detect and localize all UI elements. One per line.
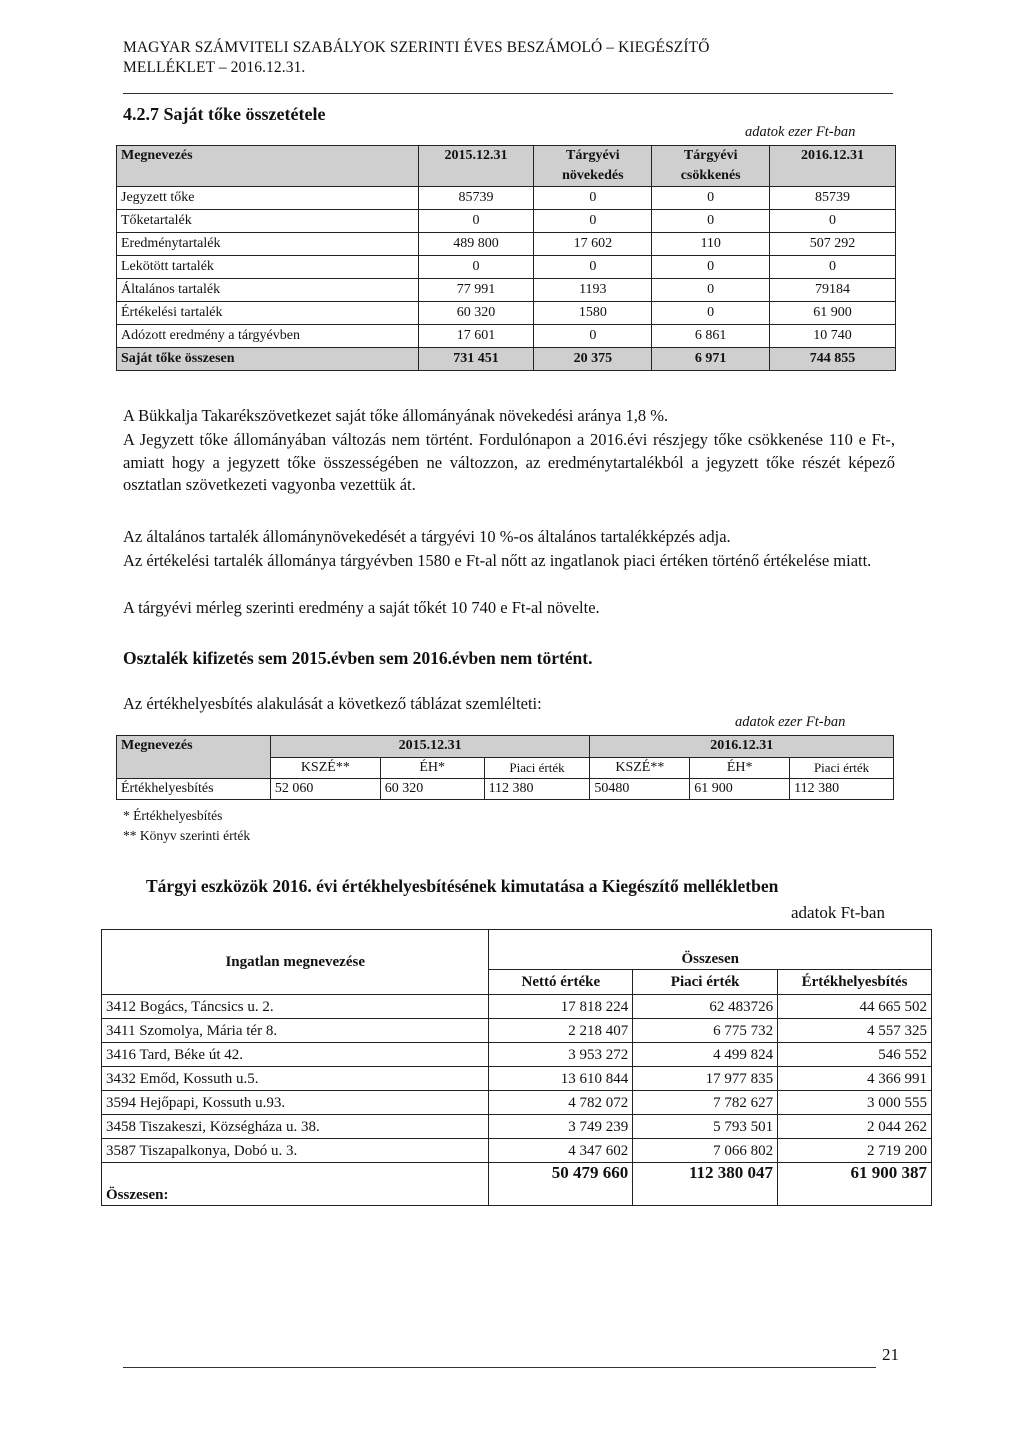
total-value: 112 380 047 [633,1163,778,1206]
cell-value: 4 557 325 [778,1019,932,1043]
equity-total-row [117,348,896,371]
total-value: 50 479 660 [489,1163,633,1206]
col-header-2015: 2015.12.31 [270,736,590,758]
table-row [117,279,896,302]
table-row [102,1091,932,1115]
cell-value: 1193 [534,279,652,302]
table-row [102,1067,932,1091]
col-header-total-group: Összesen [489,930,932,970]
revaluation-unit-note: adatok ezer Ft-ban [735,714,846,730]
cell-value: 112 380 [484,779,590,800]
equity-table [116,145,896,371]
paragraph-valuation-reserve: Az értékelési tartalék állománya tárgyévben 1580 e Ft-al nőtt az ingatlanok piaci értéken történő értékelése miatt. [123,551,872,570]
header-line-2: MELLÉKLET – 2016.12.31. [123,59,306,76]
property-name: 3411 Szomolya, Mária tér 8. [102,1019,489,1043]
assets-header-row [102,930,932,970]
cell-value: 3 000 555 [778,1091,932,1115]
col-header-name: Megnevezés [117,736,271,779]
table-row [102,1043,932,1067]
header-divider [123,93,893,94]
cell-value: 77 991 [418,279,534,302]
cell-value: 60 320 [380,779,484,800]
row-label: Eredménytartalék [117,233,419,256]
revaluation-header-row [117,736,894,758]
cell-value: 0 [534,210,652,233]
footnote-book-value: ** Könyv szerinti érték [123,828,251,843]
paragraph-growth: A Bükkalja Takarékszövetkezet saját tőke állományának növekedési aránya 1,8 %. [123,406,669,425]
cell-value: 112 380 [790,779,894,800]
cell-value: 546 552 [778,1043,932,1067]
subheader-revaluation: ÉH* [690,757,790,779]
assets-unit-note: adatok Ft-ban [791,903,885,922]
cell-value: 4 347 602 [489,1139,633,1163]
page-header [123,38,893,78]
property-name: 3432 Emőd, Kossuth u.5. [102,1067,489,1091]
page-number: 21 [882,1345,899,1364]
total-value: 61 900 387 [778,1163,932,1206]
cell-value: 3 953 272 [489,1043,633,1067]
subheader-market-value: Piaci érték [633,970,778,995]
assets-table [101,929,932,1206]
cell-value: 62 483726 [633,995,778,1019]
cell-value: 17 818 224 [489,995,633,1019]
cell-value: 4 366 991 [778,1067,932,1091]
col-header-2016: 2016.12.31 [770,146,896,187]
cell-value: 85739 [770,187,896,210]
paragraph-general-reserve: Az általános tartalék állománynövekedését a tárgyévi 10 %-os általános tartalékképzés adja. [123,527,731,546]
assets-title: Tárgyi eszközök 2016. évi értékhelyesbítésének kimutatása a Kiegészítő mellékletben [146,876,779,896]
cell-value: 17 601 [418,325,534,348]
col-header-2015: 2015.12.31 [418,146,534,187]
cell-value: 0 [534,187,652,210]
table-row [117,256,896,279]
cell-value: 0 [770,210,896,233]
subheader-book-value: KSZÉ** [270,757,380,779]
cell-value: 6 775 732 [633,1019,778,1043]
cell-value: 50480 [590,779,690,800]
cell-value: 13 610 844 [489,1067,633,1091]
cell-value: 4 499 824 [633,1043,778,1067]
table-row [102,995,932,1019]
cell-value: 61 900 [690,779,790,800]
table-row [117,233,896,256]
cell-value: 17 977 835 [633,1067,778,1091]
total-value: 731 451 [418,348,534,371]
cell-value: 0 [534,325,652,348]
subheader-market-value: Piaci érték [790,757,894,779]
col-header-increase [534,146,652,187]
table-row [102,1115,932,1139]
col-header-name: Megnevezés [117,146,419,187]
cell-value: 85739 [418,187,534,210]
property-name: 3412 Bogács, Táncsics u. 2. [102,995,489,1019]
subheader-net-value: Nettó értéke [489,970,633,995]
assets-total-row [102,1163,932,1206]
total-label: Saját tőke összesen [117,348,419,371]
table-row [117,302,896,325]
cell-value: 7 066 802 [633,1139,778,1163]
cell-value: 6 861 [652,325,770,348]
table-row [117,187,896,210]
footer-divider [123,1367,876,1368]
col-header-decrease-line1: Tárgyévi [683,148,738,163]
cell-value: 5 793 501 [633,1115,778,1139]
cell-value: 1580 [534,302,652,325]
cell-value: 2 719 200 [778,1139,932,1163]
property-name: 3458 Tiszakeszi, Községháza u. 38. [102,1115,489,1139]
cell-value: 110 [652,233,770,256]
cell-value: 0 [652,279,770,302]
cell-value: 17 602 [534,233,652,256]
cell-value: 489 800 [418,233,534,256]
col-header-decrease [652,146,770,187]
table-row [117,325,896,348]
header-line-1: MAGYAR SZÁMVITELI SZABÁLYOK SZERINTI ÉVES BESZÁMOLÓ – KIEGÉSZÍTŐ [123,39,710,56]
cell-value: 507 292 [770,233,896,256]
cell-value: 60 320 [418,302,534,325]
cell-value: 2 044 262 [778,1115,932,1139]
equity-header-row [117,146,896,187]
revaluation-table [116,735,894,800]
dividend-note: Osztalék kifizetés sem 2015.évben sem 2016.évben nem történt. [123,648,593,668]
property-name: 3587 Tiszapalkonya, Dobó u. 3. [102,1139,489,1163]
subheader-revaluation: ÉH* [380,757,484,779]
row-label: Jegyzett tőke [117,187,419,210]
cell-value: 0 [418,256,534,279]
revaluation-intro: Az értékhelyesbítés alakulását a következő táblázat szemlélteti: [123,694,542,713]
cell-value: 61 900 [770,302,896,325]
cell-value: 0 [770,256,896,279]
cell-value: 44 665 502 [778,995,932,1019]
section-title: 4.2.7 Saját tőke összetétele [123,104,326,124]
subheader-book-value: KSZÉ** [590,757,690,779]
cell-value: 52 060 [270,779,380,800]
cell-value: 0 [418,210,534,233]
col-header-increase-line2: növekedés [562,168,624,183]
total-value: 6 971 [652,348,770,371]
footnote-revaluation: * Értékhelyesbítés [123,808,223,823]
total-label: Összesen: [102,1163,489,1206]
col-header-increase-line1: Tárgyévi [565,148,620,163]
row-label: Értékelési tartalék [117,302,419,325]
col-header-2016: 2016.12.31 [590,736,894,758]
col-header-decrease-line2: csökkenés [680,168,741,183]
cell-value: 7 782 627 [633,1091,778,1115]
cell-value: 0 [652,210,770,233]
cell-value: 0 [652,187,770,210]
cell-value: 2 218 407 [489,1019,633,1043]
cell-value: 10 740 [770,325,896,348]
cell-value: 0 [652,256,770,279]
col-header-property: Ingatlan megnevezése [102,930,489,995]
paragraph-subscribed-capital: A Jegyzett tőke állományában változás nem történt. Fordulónapon a 2016.évi részjegy tőke csökkenése 110 e Ft-, amiatt hogy a jegyzett tőke összességében ne változzon, az eredménytartalékból a jegyzett tőke részét képező osztatlan szövetkezeti vagyonba vezettük át. [123,430,895,494]
table-row [117,779,894,800]
subheader-market-value: Piaci érték [484,757,590,779]
cell-value: 0 [652,302,770,325]
property-name: 3594 Hejőpapi, Kossuth u.93. [102,1091,489,1115]
row-label: Lekötött tartalék [117,256,419,279]
row-label: Tőketartalék [117,210,419,233]
total-value: 744 855 [770,348,896,371]
cell-value: 0 [534,256,652,279]
row-label: Adózott eredmény a tárgyévben [117,325,419,348]
table-row [117,210,896,233]
property-name: 3416 Tard, Béke út 42. [102,1043,489,1067]
subheader-revaluation: Értékhelyesbítés [778,970,932,995]
row-label: Értékhelyesbítés [117,779,271,800]
paragraph-result: A tárgyévi mérleg szerinti eredmény a saját tőkét 10 740 e Ft-al növelte. [123,598,600,617]
table-row [102,1019,932,1043]
cell-value: 3 749 239 [489,1115,633,1139]
equity-unit-note: adatok ezer Ft-ban [745,124,856,140]
cell-value: 4 782 072 [489,1091,633,1115]
total-value: 20 375 [534,348,652,371]
cell-value: 79184 [770,279,896,302]
table-row [102,1139,932,1163]
row-label: Általános tartalék [117,279,419,302]
